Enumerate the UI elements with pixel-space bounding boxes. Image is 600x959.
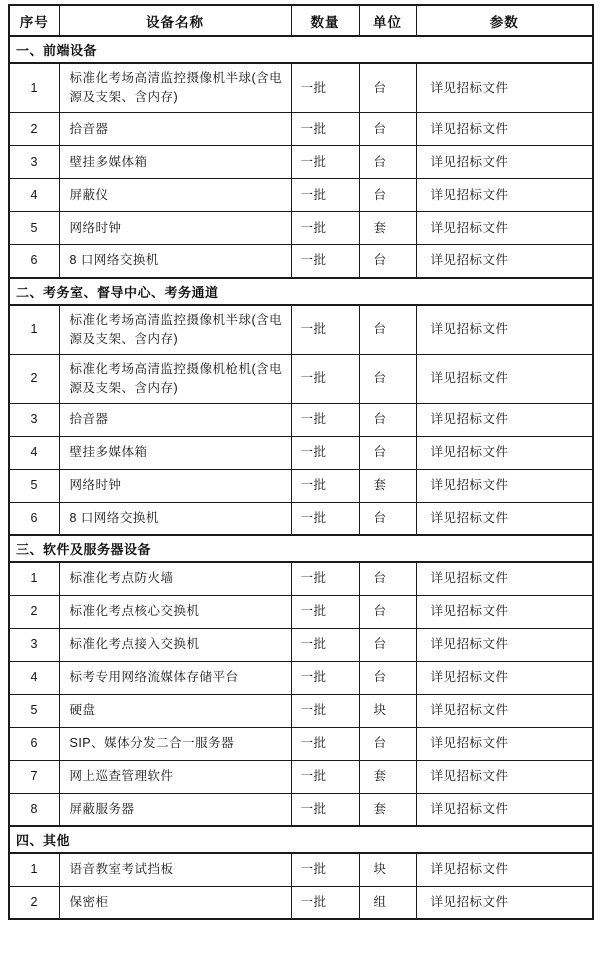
param-cell: 详见招标文件 — [416, 113, 593, 146]
name-cell: 屏蔽仪 — [59, 179, 291, 212]
name-cell: 标准化考点防火墙 — [59, 562, 291, 595]
unit-cell: 台 — [359, 436, 416, 469]
unit-cell: 台 — [359, 245, 416, 278]
name-cell: 标准化考场高清监控摄像机半球(含电源及支架、含内存) — [59, 63, 291, 113]
col-header-unit: 单位 — [359, 5, 416, 36]
param-cell: 详见招标文件 — [416, 245, 593, 278]
table-row — [9, 245, 593, 278]
param-cell: 详见招标文件 — [416, 179, 593, 212]
qty-cell: 一批 — [291, 245, 359, 278]
table-row — [9, 469, 593, 502]
unit-cell: 套 — [359, 793, 416, 826]
param-cell: 详见招标文件 — [416, 469, 593, 502]
table-row — [9, 595, 593, 628]
qty-cell: 一批 — [291, 595, 359, 628]
name-cell: 网络时钟 — [59, 212, 291, 245]
param-cell: 详见招标文件 — [416, 694, 593, 727]
header-row — [9, 5, 593, 36]
col-header-params: 参数 — [416, 5, 593, 36]
unit-cell: 组 — [359, 886, 416, 919]
table-row — [9, 305, 593, 355]
unit-cell: 套 — [359, 212, 416, 245]
param-cell: 详见招标文件 — [416, 403, 593, 436]
param-cell: 详见招标文件 — [416, 628, 593, 661]
unit-cell: 台 — [359, 146, 416, 179]
col-header-serial: 序号 — [9, 5, 59, 36]
serial-cell: 6 — [9, 245, 59, 278]
table-row — [9, 502, 593, 535]
name-cell: 标准化考场高清监控摄像机半球(含电源及支架、含内存) — [59, 305, 291, 355]
name-cell: 保密柜 — [59, 886, 291, 919]
param-cell: 详见招标文件 — [416, 305, 593, 355]
table-row — [9, 436, 593, 469]
param-cell: 详见招标文件 — [416, 760, 593, 793]
unit-cell: 台 — [359, 628, 416, 661]
qty-cell: 一批 — [291, 403, 359, 436]
unit-cell: 台 — [359, 595, 416, 628]
qty-cell: 一批 — [291, 886, 359, 919]
table-row — [9, 727, 593, 760]
unit-cell: 台 — [359, 502, 416, 535]
table-row — [9, 661, 593, 694]
name-cell: 标考专用网络流媒体存储平台 — [59, 661, 291, 694]
qty-cell: 一批 — [291, 502, 359, 535]
unit-cell: 台 — [359, 354, 416, 403]
serial-cell: 4 — [9, 661, 59, 694]
serial-cell: 3 — [9, 403, 59, 436]
param-cell: 详见招标文件 — [416, 436, 593, 469]
table-row — [9, 146, 593, 179]
param-cell: 详见招标文件 — [416, 595, 593, 628]
name-cell: 壁挂多媒体箱 — [59, 436, 291, 469]
qty-cell: 一批 — [291, 853, 359, 886]
serial-cell: 8 — [9, 793, 59, 826]
serial-cell: 4 — [9, 179, 59, 212]
col-header-name: 设备名称 — [59, 5, 291, 36]
qty-cell: 一批 — [291, 354, 359, 403]
section-row — [9, 535, 593, 562]
qty-cell: 一批 — [291, 727, 359, 760]
table-row — [9, 179, 593, 212]
name-cell: 标准化考场高清监控摄像机枪机(含电源及支架、含内存) — [59, 354, 291, 403]
name-cell: 标准化考点接入交换机 — [59, 628, 291, 661]
table-row — [9, 113, 593, 146]
name-cell: 屏蔽服务器 — [59, 793, 291, 826]
serial-cell: 1 — [9, 853, 59, 886]
param-cell: 详见招标文件 — [416, 562, 593, 595]
param-cell: 详见招标文件 — [416, 853, 593, 886]
name-cell: 拾音器 — [59, 403, 291, 436]
unit-cell: 台 — [359, 63, 416, 113]
section-title: 一、前端设备 — [9, 36, 593, 63]
table-row — [9, 886, 593, 919]
unit-cell: 台 — [359, 562, 416, 595]
unit-cell: 台 — [359, 179, 416, 212]
qty-cell: 一批 — [291, 212, 359, 245]
param-cell: 详见招标文件 — [416, 886, 593, 919]
param-cell: 详见招标文件 — [416, 212, 593, 245]
serial-cell: 5 — [9, 469, 59, 502]
qty-cell: 一批 — [291, 436, 359, 469]
table-row — [9, 760, 593, 793]
param-cell: 详见招标文件 — [416, 63, 593, 113]
qty-cell: 一批 — [291, 146, 359, 179]
qty-cell: 一批 — [291, 760, 359, 793]
serial-cell: 2 — [9, 113, 59, 146]
name-cell: 语音教室考试挡板 — [59, 853, 291, 886]
section-title: 三、软件及服务器设备 — [9, 535, 593, 562]
name-cell: 拾音器 — [59, 113, 291, 146]
param-cell: 详见招标文件 — [416, 793, 593, 826]
name-cell: SIP、媒体分发二合一服务器 — [59, 727, 291, 760]
section-row — [9, 826, 593, 853]
table-row — [9, 63, 593, 113]
unit-cell: 台 — [359, 113, 416, 146]
serial-cell: 3 — [9, 146, 59, 179]
qty-cell: 一批 — [291, 305, 359, 355]
serial-cell: 3 — [9, 628, 59, 661]
qty-cell: 一批 — [291, 179, 359, 212]
name-cell: 壁挂多媒体箱 — [59, 146, 291, 179]
serial-cell: 6 — [9, 502, 59, 535]
table-row — [9, 403, 593, 436]
unit-cell: 台 — [359, 727, 416, 760]
unit-cell: 套 — [359, 760, 416, 793]
equipment-table — [8, 4, 594, 920]
qty-cell: 一批 — [291, 694, 359, 727]
serial-cell: 2 — [9, 354, 59, 403]
unit-cell: 块 — [359, 853, 416, 886]
serial-cell: 2 — [9, 595, 59, 628]
name-cell: 网络时钟 — [59, 469, 291, 502]
equipment-table-body — [9, 36, 593, 919]
name-cell: 8 口网络交换机 — [59, 502, 291, 535]
serial-cell: 1 — [9, 562, 59, 595]
section-title: 二、考务室、督导中心、考务通道 — [9, 278, 593, 305]
table-row — [9, 694, 593, 727]
qty-cell: 一批 — [291, 469, 359, 502]
qty-cell: 一批 — [291, 63, 359, 113]
unit-cell: 套 — [359, 469, 416, 502]
serial-cell: 5 — [9, 212, 59, 245]
col-header-quantity: 数量 — [291, 5, 359, 36]
section-row — [9, 278, 593, 305]
param-cell: 详见招标文件 — [416, 354, 593, 403]
param-cell: 详见招标文件 — [416, 502, 593, 535]
name-cell: 标准化考点核心交换机 — [59, 595, 291, 628]
qty-cell: 一批 — [291, 113, 359, 146]
name-cell: 8 口网络交换机 — [59, 245, 291, 278]
section-title: 四、其他 — [9, 826, 593, 853]
serial-cell: 1 — [9, 305, 59, 355]
unit-cell: 台 — [359, 305, 416, 355]
table-row — [9, 212, 593, 245]
table-row — [9, 793, 593, 826]
name-cell: 硬盘 — [59, 694, 291, 727]
unit-cell: 台 — [359, 403, 416, 436]
qty-cell: 一批 — [291, 628, 359, 661]
table-row — [9, 853, 593, 886]
name-cell: 网上巡查管理软件 — [59, 760, 291, 793]
qty-cell: 一批 — [291, 562, 359, 595]
serial-cell: 5 — [9, 694, 59, 727]
qty-cell: 一批 — [291, 661, 359, 694]
param-cell: 详见招标文件 — [416, 727, 593, 760]
serial-cell: 1 — [9, 63, 59, 113]
table-row — [9, 562, 593, 595]
section-row — [9, 36, 593, 63]
unit-cell: 台 — [359, 661, 416, 694]
table-row — [9, 354, 593, 403]
table-row — [9, 628, 593, 661]
qty-cell: 一批 — [291, 793, 359, 826]
serial-cell: 4 — [9, 436, 59, 469]
serial-cell: 7 — [9, 760, 59, 793]
param-cell: 详见招标文件 — [416, 146, 593, 179]
serial-cell: 6 — [9, 727, 59, 760]
serial-cell: 2 — [9, 886, 59, 919]
unit-cell: 块 — [359, 694, 416, 727]
param-cell: 详见招标文件 — [416, 661, 593, 694]
